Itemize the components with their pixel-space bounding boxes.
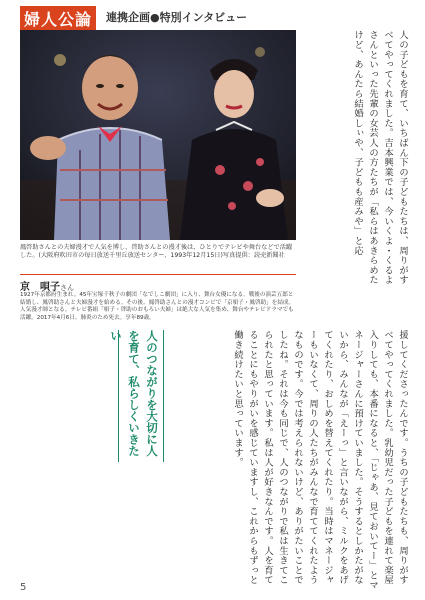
profile-name-text: 京 唄子 <box>20 282 60 293</box>
photo-caption: 鳳啓助さんとの夫婦漫才で人気を博し、啓助さんとの漫才後は、ひとりでテレビや舞台などで活躍した。(大阪府吹田市の毎日放送千里丘放送センター、1993年12月15日)写真提供：読売新聞社 <box>20 244 293 260</box>
page-number: 5 <box>20 582 27 593</box>
profile-honorific: さん <box>60 284 74 292</box>
photo-illustration <box>20 30 296 240</box>
section-heading: 人のつながりを大切に人を育て、私らしくいきたい <box>118 330 164 462</box>
profile-name <box>20 278 74 293</box>
profile-bio: 1927年京都府生まれ。45年宝塚千秋子の劇団「なでしこ劇団」に入り、舞台女優になる。戦後の演芸五郎と結婚し、鳳啓助さんと夫婦漫才を始める。その後、鳳啓助さんとの漫才コンビで「京唄子・鳳啓助」を結成。人気漫才師となる。テレビ番組「唄子・啓助のおもろい夫婦」は絶大な人気を集め、舞台やテレビドラマでも活躍。2017年4月6日、肺炎のため死去。享年89歳。 <box>20 292 295 321</box>
profile-box <box>20 274 296 321</box>
interview-photo <box>20 30 296 240</box>
magazine-title: 婦人公論 <box>20 6 96 31</box>
magazine-header <box>20 6 410 29</box>
series-label: 連携企画●特別インタビュー <box>106 11 248 24</box>
article-column-bottom: 援してくださったんです。うちの子どもたちも、周りがすべてやってくれました。乳幼児だった子どもを連れて楽屋入りしても、本番になると、「じゃあ、見ておいてー」とマネージャーさんに預けていました。そうするとしかたがないから、みんなが「えーっ」と言いながら、ミルクをあげてくれたり、おしめを替えてくれたり。当時はマネージャーもいなくて、周りの人たちがみんなで育ててくれたようなものです。今では考えられないけど、ありがたいことでしたね。それは今も同じで、人のつながりで私は生きてこられたと思っています。私は人が好きなんです。人を育てることにもやりがいを感じていますし、これからもずっと働き続けたいと思っています。 <box>232 330 408 590</box>
article-column-top: 人の子どもを育て、いちばん下の子どもたちは、周りがすべてやってくれました。吉本興業では、今いくよ・くるよさんといった先輩の女芸人の方たちが「私らはあきらめたけど、あんたら結婚しぃや、子どもも産みや」と応 <box>352 30 408 285</box>
